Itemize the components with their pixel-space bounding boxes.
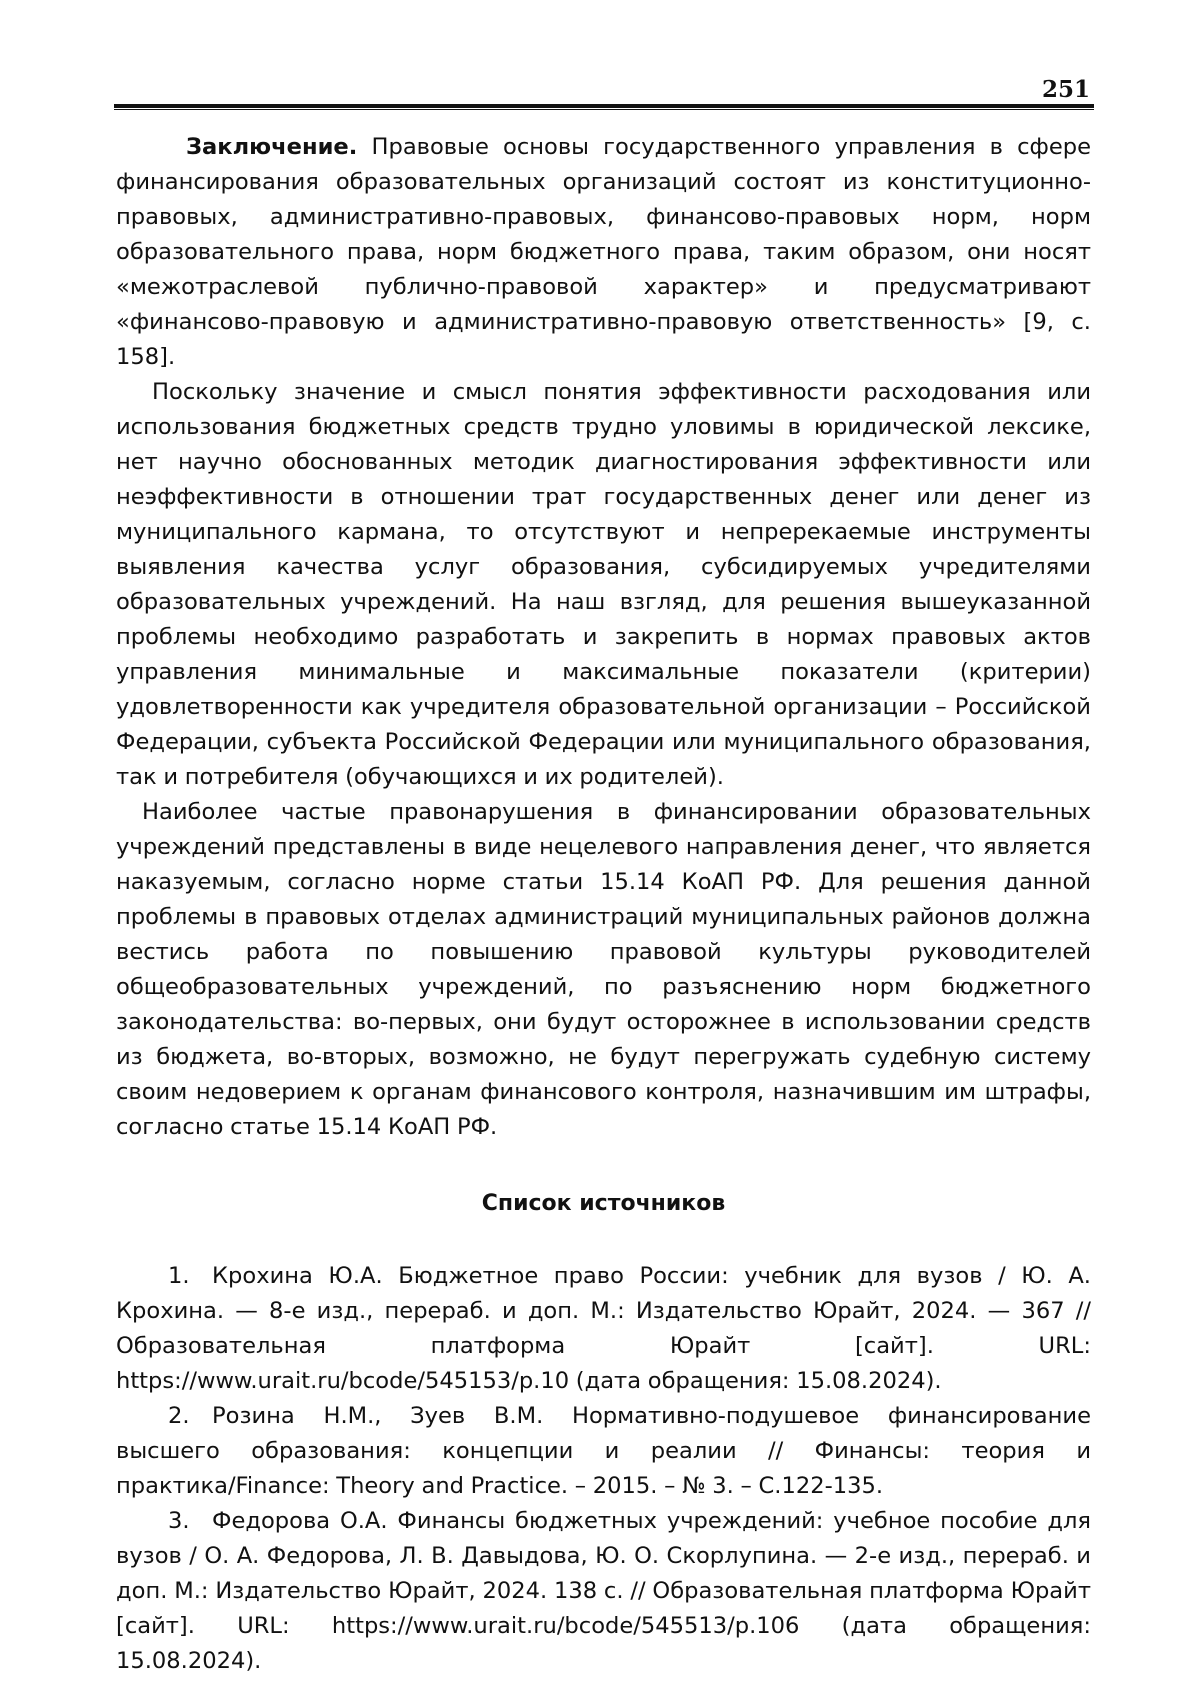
source-number: 3.	[168, 1508, 190, 1534]
source-number: 1.	[168, 1263, 190, 1289]
source-item	[116, 1259, 1091, 1399]
header-rule	[114, 104, 1094, 110]
conclusion-paragraph	[116, 130, 1091, 375]
source-item	[116, 1504, 1091, 1679]
conclusion-lead: Заключение.	[186, 134, 358, 160]
conclusion-text: Правовые основы государственного управления в сфере финансирования образовательных организаций состоят из конституционно-правовых, административно-правовых, финансово-правовых норм, норм образовательного права, норм бюджетного права, таким образом, они носят «межотраслевой публично-правовой характер» и предусматривают «финансово-правовую и административно-правовую ответственность» [9, с. 158].	[116, 134, 1091, 370]
source-text: Розина Н.М., Зуев В.М. Нормативно-подушевое финансирование высшего образования: концепции и реалии // Финансы: теория и практика/Finance: Theory and Practice. – 2015. – № 3. – С.122-135.	[116, 1403, 1091, 1499]
source-text: Крохина Ю.А. Бюджетное право России: учебник для вузов / Ю. А. Крохина. — 8-е изд., перераб. и доп. М.: Издательство Юрайт, 2024. — 367 // Образовательная платформа Юрайт [сайт]. URL: https://www.urait.ru/bcode/545153/p.10 (дата обращения: 15.08.2024).	[116, 1263, 1091, 1394]
source-text: Федорова О.А. Финансы бюджетных учреждений: учебное пособие для вузов / О. А. Федорова, Л. В. Давыдова, Ю. О. Скорлупина. — 2-е изд., перераб. и доп. М.: Издательство Юрайт, 2024. 138 с. // Образовательная платформа Юрайт [сайт]. URL: https://www.urait.ru/bcode/545513/p.106 (дата обращения: 15.08.2024).	[116, 1508, 1091, 1674]
source-number: 2.	[168, 1403, 190, 1429]
efficiency-paragraph: Поскольку значение и смысл понятия эффективности расходования или использования бюджетных средств трудно уловимы в юридической лексике, нет научно обоснованных методик диагностирования эффективности или неэффективности в отношении трат государственных денег или денег из муниципального кармана, то отсутствуют и непререкаемые инструменты выявления качества услуг образования, субсидируемых учредителями образовательных учреждений. На наш взгляд, для решения вышеуказанной проблемы необходимо разработать и закрепить в нормах правовых актов управления минимальные и максимальные показатели (критерии) удовлетворенности как учредителя образовательной организации – Российской Федерации, субъекта Российской Федерации или муниципального образования, так и потребителя (обучающихся и их родителей).	[116, 379, 1091, 790]
sources-title: Список источников	[481, 1191, 726, 1216]
page-content	[116, 130, 1091, 1679]
violations-paragraph: Наиболее частые правонарушения в финансировании образовательных учреждений представлены в виде нецелевого направления денег, что является наказуемым, согласно норме статьи 15.14 КоАП РФ. Для решения данной проблемы в правовых отделах администраций муниципальных районов должна вестись работа по повышению правовой культуры руководителей общеобразовательных учреждений, по разъяснению норм бюджетного законодательства: во-первых, они будут осторожнее в использовании средств из бюджета, во-вторых, возможно, не будут перегружать судебную систему своим недоверием к органам финансового контроля, назначившим им штрафы, согласно статье 15.14 КоАП РФ.	[116, 799, 1091, 1140]
page-number: 251	[1041, 76, 1090, 103]
source-item	[116, 1399, 1091, 1504]
